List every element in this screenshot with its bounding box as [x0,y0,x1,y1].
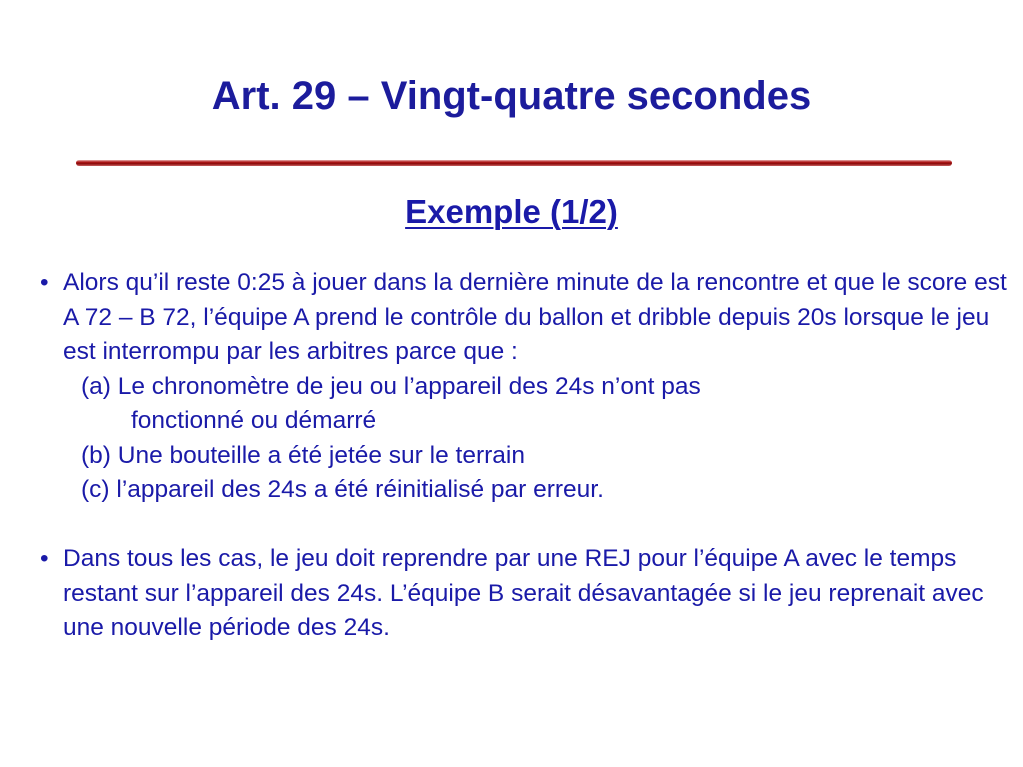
sub-item-continuation: fonctionné ou démarré [131,407,377,434]
sub-item-text: (a) Le chronomètre de jeu ou l’appareil des 24s n’ont pas [81,372,701,400]
sub-item-text: (b) Une bouteille a été jetée sur le terrain [81,441,525,469]
bullet-item-2 [40,542,1010,646]
sub-item-b [63,439,1010,474]
bullet-list [40,266,1010,646]
bullet-text: Alors qu’il reste 0:25 à jouer dans la dernière minute de la rencontre et que le score est A 72 – B 72, l’équipe A prend le contrôle du ballon et dribble depuis 20s lorsque le jeu est interrompu par les arbitres parce que : [63,269,1007,365]
slide-subtitle: Exemple (1/2) [405,193,618,230]
title-divider [76,160,952,166]
bullet-item-1 [40,266,1010,508]
slide-title: Art. 29 – Vingt-quatre secondes [211,74,812,118]
sub-item-a [63,370,1010,439]
bullet-text: Dans tous les cas, le jeu doit reprendre par une REJ pour l’équipe A avec le temps restant sur l’appareil des 24s. L’équipe B serait désavantagée si le jeu reprenait avec une nouvelle période des 24s. [63,545,984,641]
sub-item-c [63,473,1010,508]
bullet-icon: • [40,269,49,296]
sub-item-text: (c) l’appareil des 24s a été réinitialisé par erreur. [81,476,604,503]
bullet-icon: • [40,545,49,572]
